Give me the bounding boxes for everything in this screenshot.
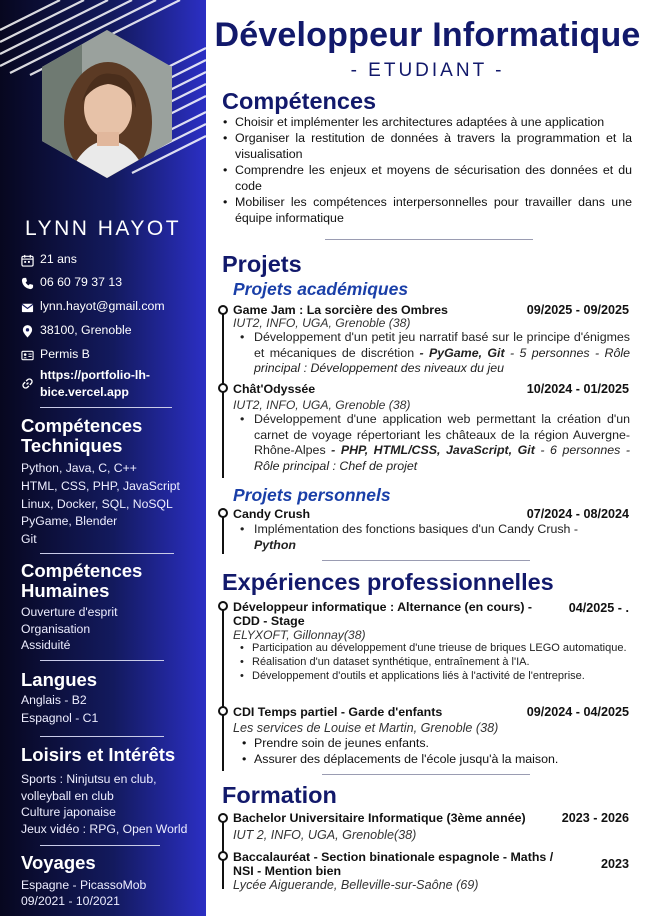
education-title: Baccalauréat - Section binationale espagnole - Maths / NSI - Mention bien — [233, 850, 554, 878]
project-org: IUT2, INFO, UGA, Grenoble (38) — [233, 398, 411, 412]
project-date: 07/2024 - 08/2024 — [526, 507, 629, 521]
travels-list — [21, 877, 146, 909]
project-org: IUT2, INFO, UGA, Grenoble (38) — [233, 316, 411, 330]
travel-line: Espagne - PicassoMob — [21, 878, 147, 892]
section-divider — [322, 774, 530, 775]
calendar-icon — [20, 253, 34, 267]
competences-heading: Compétences — [222, 88, 377, 114]
timeline-dot — [218, 851, 228, 861]
experience-heading: Expériences professionnelles — [222, 569, 554, 595]
list-item: • Développement d'outils et applications liés à l'activité de l'entreprise. — [239, 669, 631, 683]
timeline-line — [222, 312, 224, 478]
hobbies-heading: Loisirs et Intérêts — [21, 744, 176, 765]
location-text: 38100, Grenoble — [40, 323, 132, 337]
page-title: Développeur Informatique — [214, 16, 641, 54]
mail-icon — [20, 300, 34, 314]
project-title: Chât'Odyssée — [233, 382, 316, 396]
hobby-line: Jeux vidéo : RPG, Open World — [21, 821, 188, 836]
age-row — [20, 252, 77, 267]
hobby-line: volleyball en club — [21, 788, 114, 803]
link-icon — [20, 376, 34, 390]
sidebar-divider — [40, 845, 160, 846]
experience-title: Développeur informatique : Alternance (en cours) - CDD - Stage — [233, 600, 533, 628]
page-subtitle: - ETUDIANT - — [350, 60, 505, 81]
experience-org: ELYXOFT, Gillonnay(38) — [233, 628, 366, 642]
website-line-1: https://portfolio-lh- — [40, 368, 150, 382]
email-row — [20, 299, 165, 314]
sidebar-divider — [40, 407, 172, 408]
tech-skill-line: HTML, CSS, PHP, JavaScript — [21, 478, 180, 493]
sidebar-divider — [40, 553, 174, 554]
project-title: Game Jam : La sorcière des Ombres — [233, 303, 448, 317]
hobby-line: Culture japonaise — [21, 805, 116, 819]
experience-date: 09/2024 - 04/2025 — [526, 705, 629, 719]
location-pin-icon — [20, 324, 34, 338]
tech-skill-line: Git — [21, 532, 37, 547]
website-link[interactable] — [40, 367, 150, 401]
personal-projects-heading: Projets personnels — [233, 485, 391, 505]
list-item: • Participation au développement d'une trieuse de briques LEGO automatique. — [239, 641, 631, 655]
list-item: • Prendre soin de jeunes enfants. — [240, 736, 632, 752]
human-skills-list — [21, 604, 117, 654]
project-date: 09/2025 - 09/2025 — [526, 303, 629, 317]
sidebar-divider — [40, 736, 164, 737]
hobby-line: Sports : Ninjutsu en club, — [21, 772, 157, 786]
experience-bullets — [239, 641, 631, 683]
timeline-dot — [218, 813, 228, 823]
phone-text: 06 60 79 37 13 — [40, 275, 123, 289]
experience-date: 04/2025 - . — [568, 601, 629, 615]
human-skill-line: Organisation — [21, 621, 91, 636]
email-text[interactable]: lynn.hayot@gmail.com — [40, 299, 165, 313]
tech-skills-heading: Compétences Techniques — [21, 415, 143, 456]
list-item: • Assurer des déplacements de l'école jusqu'à la maison. — [240, 752, 632, 768]
human-skill-line: Ouverture d'esprit — [21, 605, 118, 619]
languages-heading: Langues — [21, 669, 98, 690]
academic-projects-heading: Projets académiques — [233, 279, 409, 299]
education-date: 2023 — [600, 857, 629, 871]
tech-skill-line: PyGame, Blender — [21, 514, 118, 529]
timeline-dot — [218, 305, 228, 315]
human-skill-line: Assiduité — [21, 638, 71, 652]
license-row — [20, 347, 90, 362]
timeline-dot — [218, 601, 228, 611]
id-card-icon — [20, 348, 34, 362]
human-skills-heading: Compétences Humaines — [21, 560, 143, 601]
tech-skills-list — [21, 460, 180, 549]
timeline-line — [222, 608, 224, 771]
candidate-name: LYNN HAYOT — [24, 217, 182, 240]
education-date: 2023 - 2026 — [561, 811, 629, 825]
project-title: Candy Crush — [233, 507, 311, 521]
list-item: • Réalisation d'un dataset synthétique, entraînement à l'IA. — [239, 655, 631, 669]
projects-heading: Projets — [222, 251, 302, 277]
list-item: • Organiser la restitution de données à travers la programmation et la visualisation — [221, 130, 632, 162]
tech-skill-line: Linux, Docker, SQL, NoSQL — [21, 496, 173, 511]
language-line: Espagnol - C1 — [21, 710, 99, 725]
location-row — [20, 323, 132, 338]
list-item: • Mobiliser les compétences interpersonnelles pour travailler dans une équipe informatique — [221, 194, 632, 226]
list-item: • Choisir et implémenter les architectures adaptées à une application — [221, 114, 632, 130]
age-text: 21 ans — [40, 252, 77, 266]
timeline-dot — [218, 508, 228, 518]
competences-list — [221, 114, 632, 226]
education-org: IUT 2, INFO, UGA, Grenoble(38) — [233, 828, 417, 842]
experience-org: Les services de Louise et Martin, Grenoble (38) — [233, 721, 499, 735]
tech-skill-line: Python, Java, C, C++ — [21, 461, 137, 475]
license-text: Permis B — [40, 347, 90, 361]
list-item: • Comprendre les enjeux et moyens de sécurisation des données et du code — [221, 162, 632, 194]
experience-title: CDI Temps partiel - Garde d'enfants — [233, 705, 443, 719]
travels-heading: Voyages — [21, 852, 96, 873]
sidebar — [0, 0, 206, 916]
project-description: • Implémentation des fonctions basiques d'un Candy Crush - Python — [240, 522, 579, 552]
section-divider — [322, 560, 530, 561]
timeline-dot — [218, 706, 228, 716]
section-divider — [325, 239, 533, 240]
education-org: Lycée Aiguerande, Belleville-sur-Saône (69) — [233, 878, 479, 892]
experience-bullets — [240, 736, 632, 767]
website-line-2: bice.vercel.app — [40, 385, 129, 399]
hobbies-list — [21, 771, 187, 837]
project-description: • Développement d'une application web permettant la création d'un carnet de voyage répertoriant les châteaux de la région Auvergne-Rhône-Alpes - PHP, HTML/CSS, JavaScript, Git - 6 personnes - Rôle principal : Chef de projet — [240, 412, 630, 473]
languages-list — [21, 692, 98, 728]
project-description: • Développement d'un petit jeu narratif basé sur le principe d'énigmes et mécaniques de discrétion - PyGame, Git - 5 personnes - Rôle principal : Développement des niveaux du jeu — [240, 330, 630, 376]
project-date: 10/2024 - 01/2025 — [526, 382, 629, 396]
timeline-dot — [218, 383, 228, 393]
travel-line: 09/2021 - 10/2021 — [21, 894, 120, 908]
education-title: Bachelor Universitaire Informatique (3ème année) — [233, 811, 526, 825]
education-heading: Formation — [222, 782, 337, 808]
timeline-line — [222, 514, 224, 554]
phone-icon — [20, 276, 34, 290]
phone-row — [20, 275, 122, 290]
language-line: Anglais - B2 — [21, 693, 87, 707]
sidebar-divider — [40, 660, 164, 661]
website-row[interactable] — [20, 367, 150, 401]
